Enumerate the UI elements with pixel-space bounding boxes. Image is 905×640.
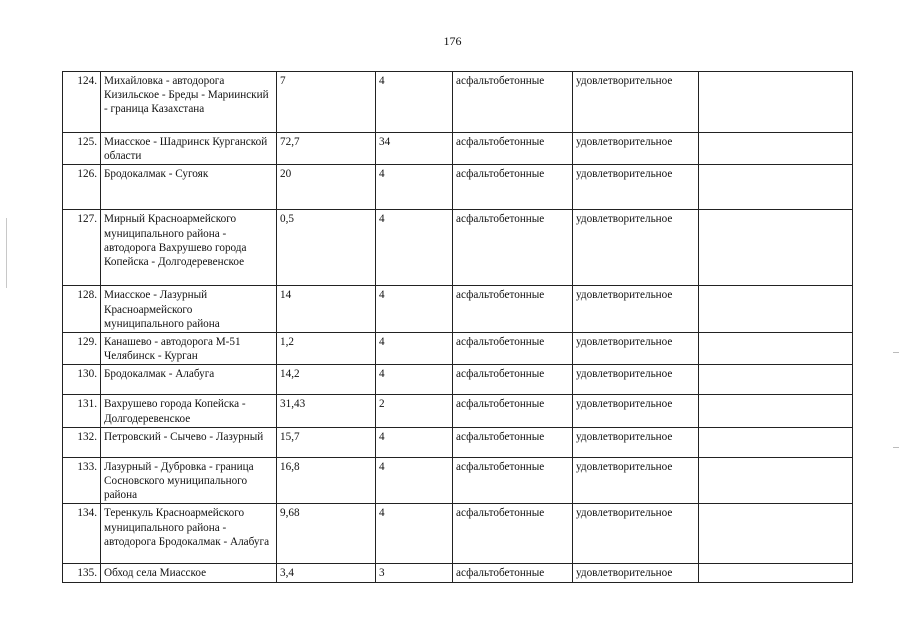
road-surface: асфальтобетонные	[453, 564, 573, 582]
row-number: 129.	[63, 333, 101, 365]
road-name: Бродокалмак - Алабуга	[101, 365, 277, 395]
road-length: 20	[277, 165, 376, 210]
road-note	[699, 165, 853, 210]
road-surface: асфальтобетонные	[453, 427, 573, 457]
row-number: 132.	[63, 427, 101, 457]
road-condition: удовлетворительное	[573, 504, 699, 564]
row-number: 126.	[63, 165, 101, 210]
road-note	[699, 504, 853, 564]
road-surface: асфальтобетонные	[453, 133, 573, 165]
road-width: 2	[376, 395, 453, 427]
road-note	[699, 72, 853, 133]
road-name: Миасское - Шадринск Курганской области	[101, 133, 277, 165]
table-row	[63, 133, 853, 165]
road-name: Вахрушево города Копейска - Долгодеревенское	[101, 395, 277, 427]
road-width: 4	[376, 286, 453, 333]
road-condition: удовлетворительное	[573, 395, 699, 427]
road-width: 4	[376, 72, 453, 133]
road-surface: асфальтобетонные	[453, 72, 573, 133]
row-number: 130.	[63, 365, 101, 395]
page-number: 176	[443, 34, 462, 48]
road-length: 7	[277, 72, 376, 133]
road-note	[699, 286, 853, 333]
road-width: 4	[376, 365, 453, 395]
road-condition: удовлетворительное	[573, 427, 699, 457]
road-condition: удовлетворительное	[573, 457, 699, 504]
road-length: 14	[277, 286, 376, 333]
road-length: 14,2	[277, 365, 376, 395]
road-width: 4	[376, 504, 453, 564]
road-note	[699, 564, 853, 582]
table-row	[63, 395, 853, 427]
row-number: 127.	[63, 210, 101, 286]
road-width: 34	[376, 133, 453, 165]
road-length: 3,4	[277, 564, 376, 582]
road-note	[699, 333, 853, 365]
road-width: 4	[376, 210, 453, 286]
road-surface: асфальтобетонные	[453, 210, 573, 286]
road-name: Миасское - Лазурный Красноармейского муниципального района	[101, 286, 277, 333]
road-width: 4	[376, 427, 453, 457]
road-surface: асфальтобетонные	[453, 286, 573, 333]
road-surface: асфальтобетонные	[453, 365, 573, 395]
table-body	[63, 72, 853, 583]
road-name: Лазурный - Дубровка - граница Сосновского муниципального района	[101, 457, 277, 504]
scan-margin-tick	[893, 352, 899, 353]
roads-table	[62, 71, 853, 583]
scan-margin-tick	[893, 447, 899, 448]
scan-margin-line	[6, 218, 7, 288]
road-note	[699, 365, 853, 395]
road-length: 15,7	[277, 427, 376, 457]
road-name: Теренкуль Красноармейского муниципального района - автодорога Бродокалмак - Алабуга	[101, 504, 277, 564]
road-name: Петровский - Сычево - Лазурный	[101, 427, 277, 457]
row-number: 128.	[63, 286, 101, 333]
row-number: 134.	[63, 504, 101, 564]
road-condition: удовлетворительное	[573, 72, 699, 133]
table-row	[63, 564, 853, 582]
road-condition: удовлетворительное	[573, 564, 699, 582]
road-surface: асфальтобетонные	[453, 165, 573, 210]
road-width: 3	[376, 564, 453, 582]
table-row	[63, 165, 853, 210]
road-condition: удовлетворительное	[573, 165, 699, 210]
road-width: 4	[376, 333, 453, 365]
table-row	[63, 286, 853, 333]
table-row	[63, 427, 853, 457]
road-length: 0,5	[277, 210, 376, 286]
row-number: 135.	[63, 564, 101, 582]
road-note	[699, 133, 853, 165]
road-condition: удовлетворительное	[573, 365, 699, 395]
road-name: Канашево - автодорога М-51 Челябинск - Курган	[101, 333, 277, 365]
road-note	[699, 210, 853, 286]
row-number: 133.	[63, 457, 101, 504]
road-length: 72,7	[277, 133, 376, 165]
road-surface: асфальтобетонные	[453, 395, 573, 427]
road-note	[699, 457, 853, 504]
road-width: 4	[376, 457, 453, 504]
road-length: 9,68	[277, 504, 376, 564]
road-condition: удовлетворительное	[573, 133, 699, 165]
road-name: Обход села Миасское	[101, 564, 277, 582]
road-condition: удовлетворительное	[573, 333, 699, 365]
table-row	[63, 72, 853, 133]
table-row	[63, 504, 853, 564]
road-surface: асфальтобетонные	[453, 333, 573, 365]
road-name: Михайловка - автодорога Кизильское - Бреды - Мариинский - граница Казахстана	[101, 72, 277, 133]
table-row	[63, 365, 853, 395]
road-condition: удовлетворительное	[573, 210, 699, 286]
road-surface: асфальтобетонные	[453, 504, 573, 564]
road-note	[699, 427, 853, 457]
road-note	[699, 395, 853, 427]
table-row	[63, 210, 853, 286]
road-length: 1,2	[277, 333, 376, 365]
road-condition: удовлетворительное	[573, 286, 699, 333]
road-length: 31,43	[277, 395, 376, 427]
row-number: 124.	[63, 72, 101, 133]
table-row	[63, 333, 853, 365]
road-surface: асфальтобетонные	[453, 457, 573, 504]
table-row	[63, 457, 853, 504]
road-name: Мирный Красноармейского муниципального района - автодорога Вахрушево города Копейска - Долгодеревенское	[101, 210, 277, 286]
road-length: 16,8	[277, 457, 376, 504]
row-number: 131.	[63, 395, 101, 427]
road-width: 4	[376, 165, 453, 210]
road-name: Бродокалмак - Сугояк	[101, 165, 277, 210]
row-number: 125.	[63, 133, 101, 165]
